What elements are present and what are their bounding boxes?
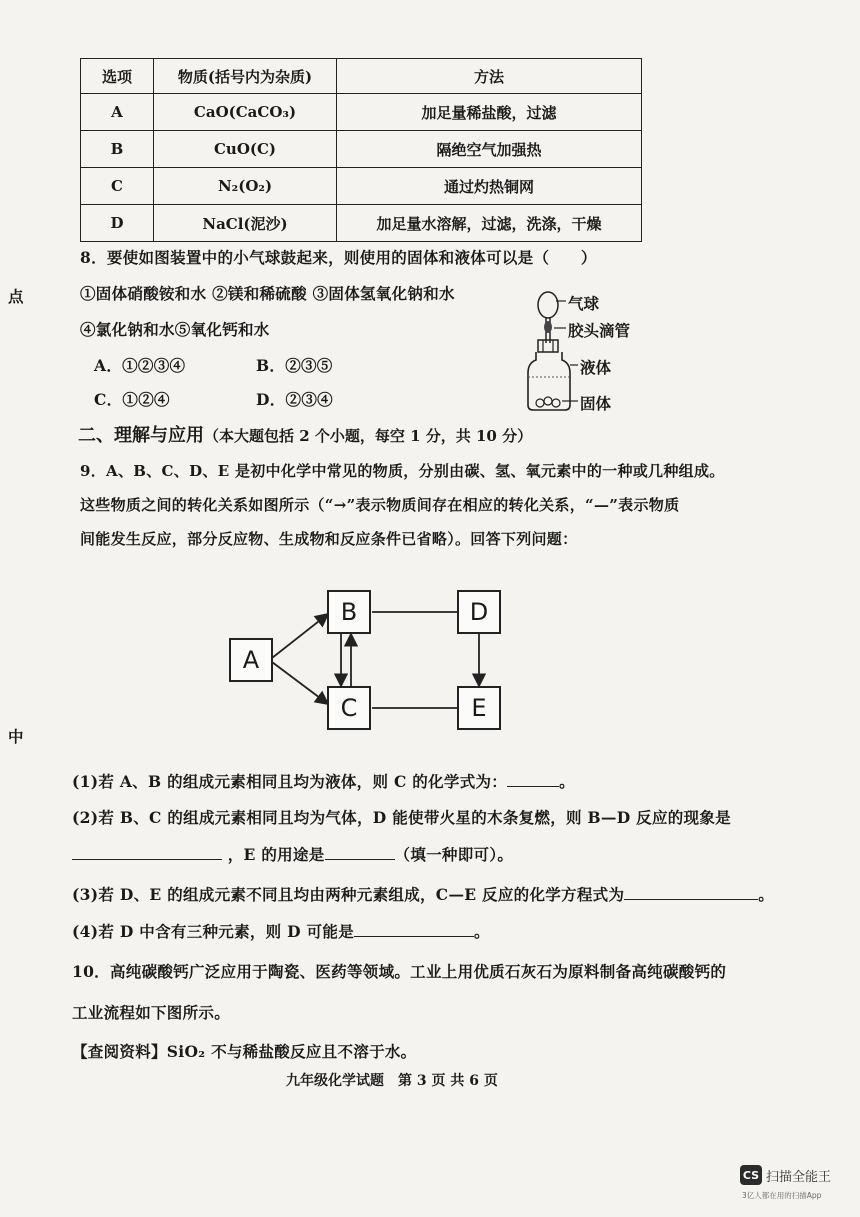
dropper-bulb-shape — [544, 321, 552, 333]
q9-line2: 这些物质之间的转化关系如图所示（“→”表示物质间存在相应的转化关系，“—”表示物质 — [80, 496, 680, 514]
scanner-tagline: 3亿人都在用的扫描App — [742, 1191, 822, 1200]
q8-choice-a: A．①②③④ — [94, 356, 186, 375]
margin-mark: 点 — [8, 287, 24, 306]
table-cell: A — [81, 94, 154, 131]
answer-blank[interactable] — [507, 772, 559, 787]
page-footer: 九年级化学试题 第 3 页 共 6 页 — [286, 1073, 498, 1089]
q8-choice-c: C．①②④ — [94, 390, 170, 409]
solid-particle-shape — [544, 397, 552, 405]
section-heading — [78, 421, 532, 447]
label-liquid: 液体 — [580, 358, 612, 377]
answer-blank[interactable] — [354, 922, 474, 937]
table-header: 选项 — [81, 59, 154, 94]
table-row — [81, 94, 642, 131]
q9-sub4-text: (4)若 D 中含有三种元素，则 D 可能是 — [72, 922, 355, 941]
arrow-a-to-b — [272, 614, 328, 658]
node-b: B — [327, 590, 371, 634]
table-cell: C — [81, 168, 154, 205]
q9-sub2-text: ，E 的用途是 — [227, 845, 325, 864]
margin-mark: 中 — [8, 727, 24, 746]
q9-sub4 — [72, 920, 490, 942]
q10-line3: 【查阅资料】SiO₂ 不与稀盐酸反应且不溶于水。 — [72, 1042, 417, 1061]
q8-choice-d: D．②③④ — [256, 390, 333, 409]
q9-sub2-line1: (2)若 B、C 的组成元素相同且均为气体，D 能使带火星的木条复燃，则 B—D 反应的现象是 — [72, 808, 731, 827]
table-header-row — [81, 59, 642, 94]
q9-sub2-line2 — [72, 843, 513, 865]
table-cell: N₂(O₂) — [154, 168, 337, 205]
section-note: （本大题包括 2 个小题，每空 1 分，共 10 分） — [204, 427, 533, 445]
q9-sub3 — [72, 883, 774, 905]
table-cell: CaO(CaCO₃) — [154, 94, 337, 131]
answer-blank[interactable] — [325, 845, 395, 860]
section-title: 二、理解与应用 — [78, 425, 204, 446]
q9-sub1-end: 。 — [559, 772, 575, 791]
table-header: 方法 — [337, 59, 642, 94]
label-dropper: 胶头滴管 — [568, 321, 631, 340]
node-c: C — [327, 686, 371, 730]
balloon-shape — [538, 292, 558, 318]
node-d: D — [457, 590, 501, 634]
q8-choice-b: B．②③⑤ — [256, 356, 333, 375]
q9-sub1-text: (1)若 A、B 的组成元素相同且均为液体，则 C 的化学式为： — [72, 772, 508, 791]
label-solid: 固体 — [580, 394, 612, 413]
q9-sub3-text: (3)若 D、E 的组成元素不同且均由两种元素组成，C—E 反应的化学方程式为 — [72, 885, 625, 904]
arrow-a-to-c — [272, 662, 328, 704]
options-table — [80, 58, 642, 242]
table-cell: 加足量稀盐酸，过滤 — [337, 94, 642, 131]
table-row — [81, 131, 642, 168]
q8-options-line2: ④氯化钠和水⑤氧化钙和水 — [80, 320, 270, 339]
scanner-app-name: 扫描全能王 — [766, 1170, 832, 1185]
table-cell: D — [81, 205, 154, 242]
q9-sub2-end: （填一种即可）。 — [394, 845, 514, 864]
table-cell: 加足量水溶解，过滤，洗涤，干燥 — [337, 205, 642, 242]
node-a: A — [229, 638, 273, 682]
answer-blank[interactable] — [72, 845, 222, 860]
answer-blank[interactable] — [624, 885, 758, 900]
table-cell: 隔绝空气加强热 — [337, 131, 642, 168]
stopper-shape — [538, 340, 558, 352]
q9-line1: 9．A、B、C、D、E 是初中化学中常见的物质，分别由碳、氢、氧元素中的一种或几种组成。 — [80, 462, 725, 480]
q10-line1: 10．高纯碳酸钙广泛应用于陶瓷、医药等领域。工业上用优质石灰石为原料制备高纯碳酸钙的 — [72, 962, 727, 981]
table-header: 物质(括号内为杂质) — [154, 59, 337, 94]
q9-line3: 间能发生反应，部分反应物、生成物和反应条件已省略）。回答下列问题： — [80, 530, 578, 548]
q9-sub3-end: 。 — [758, 885, 775, 904]
q8-options-line1: ①固体硝酸铵和水 ②镁和稀硫酸 ③固体氢氧化钠和水 — [80, 284, 455, 303]
scanner-logo-icon: CS — [740, 1165, 762, 1185]
table-cell: 通过灼热铜网 — [337, 168, 642, 205]
table-cell: CuO(C) — [154, 131, 337, 168]
node-e: E — [457, 686, 501, 730]
table-row — [81, 205, 642, 242]
table-row — [81, 168, 642, 205]
solid-particle-shape — [536, 399, 544, 407]
table-cell: NaCl(泥沙) — [154, 205, 337, 242]
label-balloon: 气球 — [568, 294, 600, 313]
q9-sub4-end: 。 — [474, 922, 490, 941]
solid-particle-shape — [552, 399, 560, 407]
q9-sub1 — [72, 770, 575, 792]
table-cell: B — [81, 131, 154, 168]
q8-stem: 8．要使如图装置中的小气球鼓起来，则使用的固体和液体可以是（ ） — [80, 248, 597, 267]
q10-line2: 工业流程如下图所示。 — [72, 1003, 231, 1022]
